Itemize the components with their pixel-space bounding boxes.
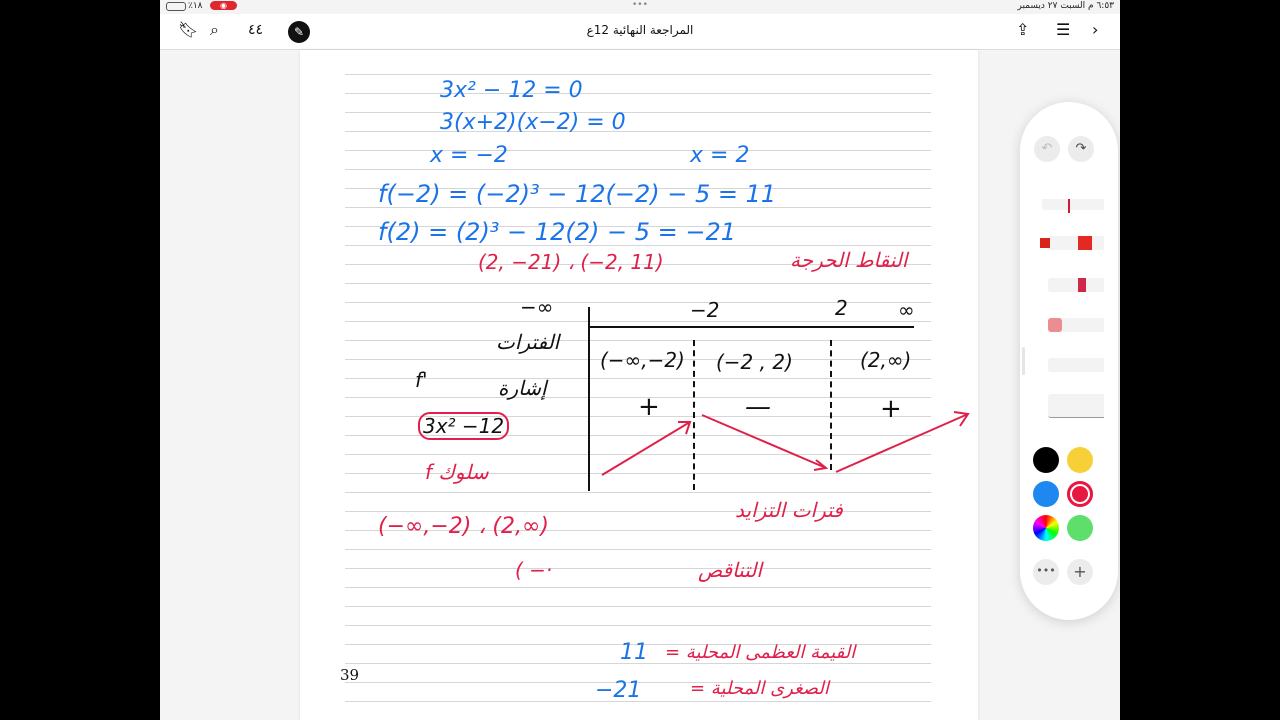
equation-factored: 3(x+2)(x−2) = 0 xyxy=(440,110,626,135)
redo-icon[interactable]: ↷ xyxy=(1068,136,1094,162)
equation-derivative-zero: 3x² − 12 = 0 xyxy=(440,78,583,103)
marker-tool[interactable] xyxy=(1048,236,1104,250)
decreasing-interval: ( −· xyxy=(515,558,553,582)
root-negative: x = −2 xyxy=(430,143,508,168)
document-title: المراجعة النهائية 12ع xyxy=(586,23,694,37)
increasing-arrow-icon xyxy=(836,412,968,472)
interval-1: (−∞,−2) xyxy=(600,348,685,372)
header-neg-infinity: −∞ xyxy=(520,295,554,319)
behavior-label: سلوك f xyxy=(425,460,489,484)
critical-points: (2, −21) ، (−2, 11) xyxy=(478,250,664,274)
more-options-icon[interactable]: ••• xyxy=(1033,559,1059,585)
search-icon[interactable]: ⌕ xyxy=(210,20,219,39)
critical-points-label: النقاط الحرجة xyxy=(790,248,908,272)
sign-label: إشارة xyxy=(498,376,547,400)
color-black[interactable] xyxy=(1033,447,1059,473)
decreasing-label: التناقص xyxy=(698,558,762,582)
ruler-tool[interactable] xyxy=(1048,394,1104,418)
pen-tool[interactable] xyxy=(1042,196,1104,210)
local-max-label: القيمة العظمى المحلية = xyxy=(665,642,856,663)
f-prime-label: f' xyxy=(415,368,428,392)
app-toolbar xyxy=(160,14,1120,50)
markup-tool-palette xyxy=(1020,102,1118,620)
sign-negative: — xyxy=(745,392,771,422)
share-icon[interactable]: ⇪ xyxy=(1016,20,1030,39)
table-horizontal-line xyxy=(590,326,914,328)
battery-level: ٪١٨ xyxy=(188,1,203,11)
multitask-dots-icon[interactable]: ••• xyxy=(632,0,648,10)
header-infinity: ∞ xyxy=(898,298,915,322)
page-number: 39 xyxy=(340,666,360,684)
sign-positive-1: + xyxy=(638,392,660,422)
color-yellow[interactable] xyxy=(1067,447,1093,473)
outline-list-icon[interactable]: ☰ xyxy=(1056,20,1071,39)
eraser-tool[interactable] xyxy=(1048,318,1104,332)
header-2: 2 xyxy=(835,296,848,320)
bookmark-icon[interactable]: 🔖︎ xyxy=(178,20,199,39)
battery-icon xyxy=(166,2,186,11)
local-min-value: −21 xyxy=(595,678,642,703)
notebook-page[interactable] xyxy=(300,50,978,720)
intervals-label: الفترات xyxy=(496,330,560,354)
lasso-tool[interactable] xyxy=(1048,358,1104,372)
ipad-screen xyxy=(160,0,1120,720)
add-icon[interactable]: + xyxy=(1067,559,1093,585)
increasing-arrow-icon xyxy=(602,422,690,475)
f-at-2: f(2) = (2)³ − 12(2) − 5 = −21 xyxy=(378,218,736,246)
local-max-value: 11 xyxy=(620,640,648,665)
behavior-arrows xyxy=(590,400,980,490)
screen-recording-indicator[interactable]: ◉ xyxy=(210,1,237,10)
color-red-selected[interactable] xyxy=(1067,481,1093,507)
increasing-label: فترات التزايد xyxy=(735,498,843,522)
page-thumbnails-button[interactable]: ٤٤ xyxy=(248,22,264,38)
decreasing-arrow-icon xyxy=(702,415,826,470)
header-neg2: −2 xyxy=(690,298,720,322)
derivative-expression: 3x² −12 xyxy=(418,412,509,440)
undo-icon[interactable]: ↶ xyxy=(1034,136,1060,162)
palette-drag-handle[interactable] xyxy=(1022,347,1025,375)
interval-3: (2,∞) xyxy=(860,348,912,372)
sign-positive-2: + xyxy=(880,394,902,424)
markup-pen-icon[interactable]: ✎ xyxy=(288,21,310,43)
local-min-label: الصغرى المحلية = xyxy=(690,678,829,699)
chevron-right-icon[interactable]: › xyxy=(1092,20,1099,39)
pencil-tool[interactable] xyxy=(1048,278,1104,292)
interval-2: (−2 , 2) xyxy=(716,350,793,374)
color-picker-wheel[interactable] xyxy=(1033,515,1059,541)
status-bar xyxy=(160,0,1120,14)
increasing-intervals: (−∞,−2) ، (2,∞) xyxy=(378,514,549,539)
time-date: ٦:٥٣ م السبت ٢٧ ديسمبر xyxy=(1017,1,1114,11)
color-green[interactable] xyxy=(1067,515,1093,541)
f-at-neg2: f(−2) = (−2)³ − 12(−2) − 5 = 11 xyxy=(378,180,777,208)
color-blue[interactable] xyxy=(1033,481,1059,507)
root-positive: x = 2 xyxy=(690,143,750,168)
